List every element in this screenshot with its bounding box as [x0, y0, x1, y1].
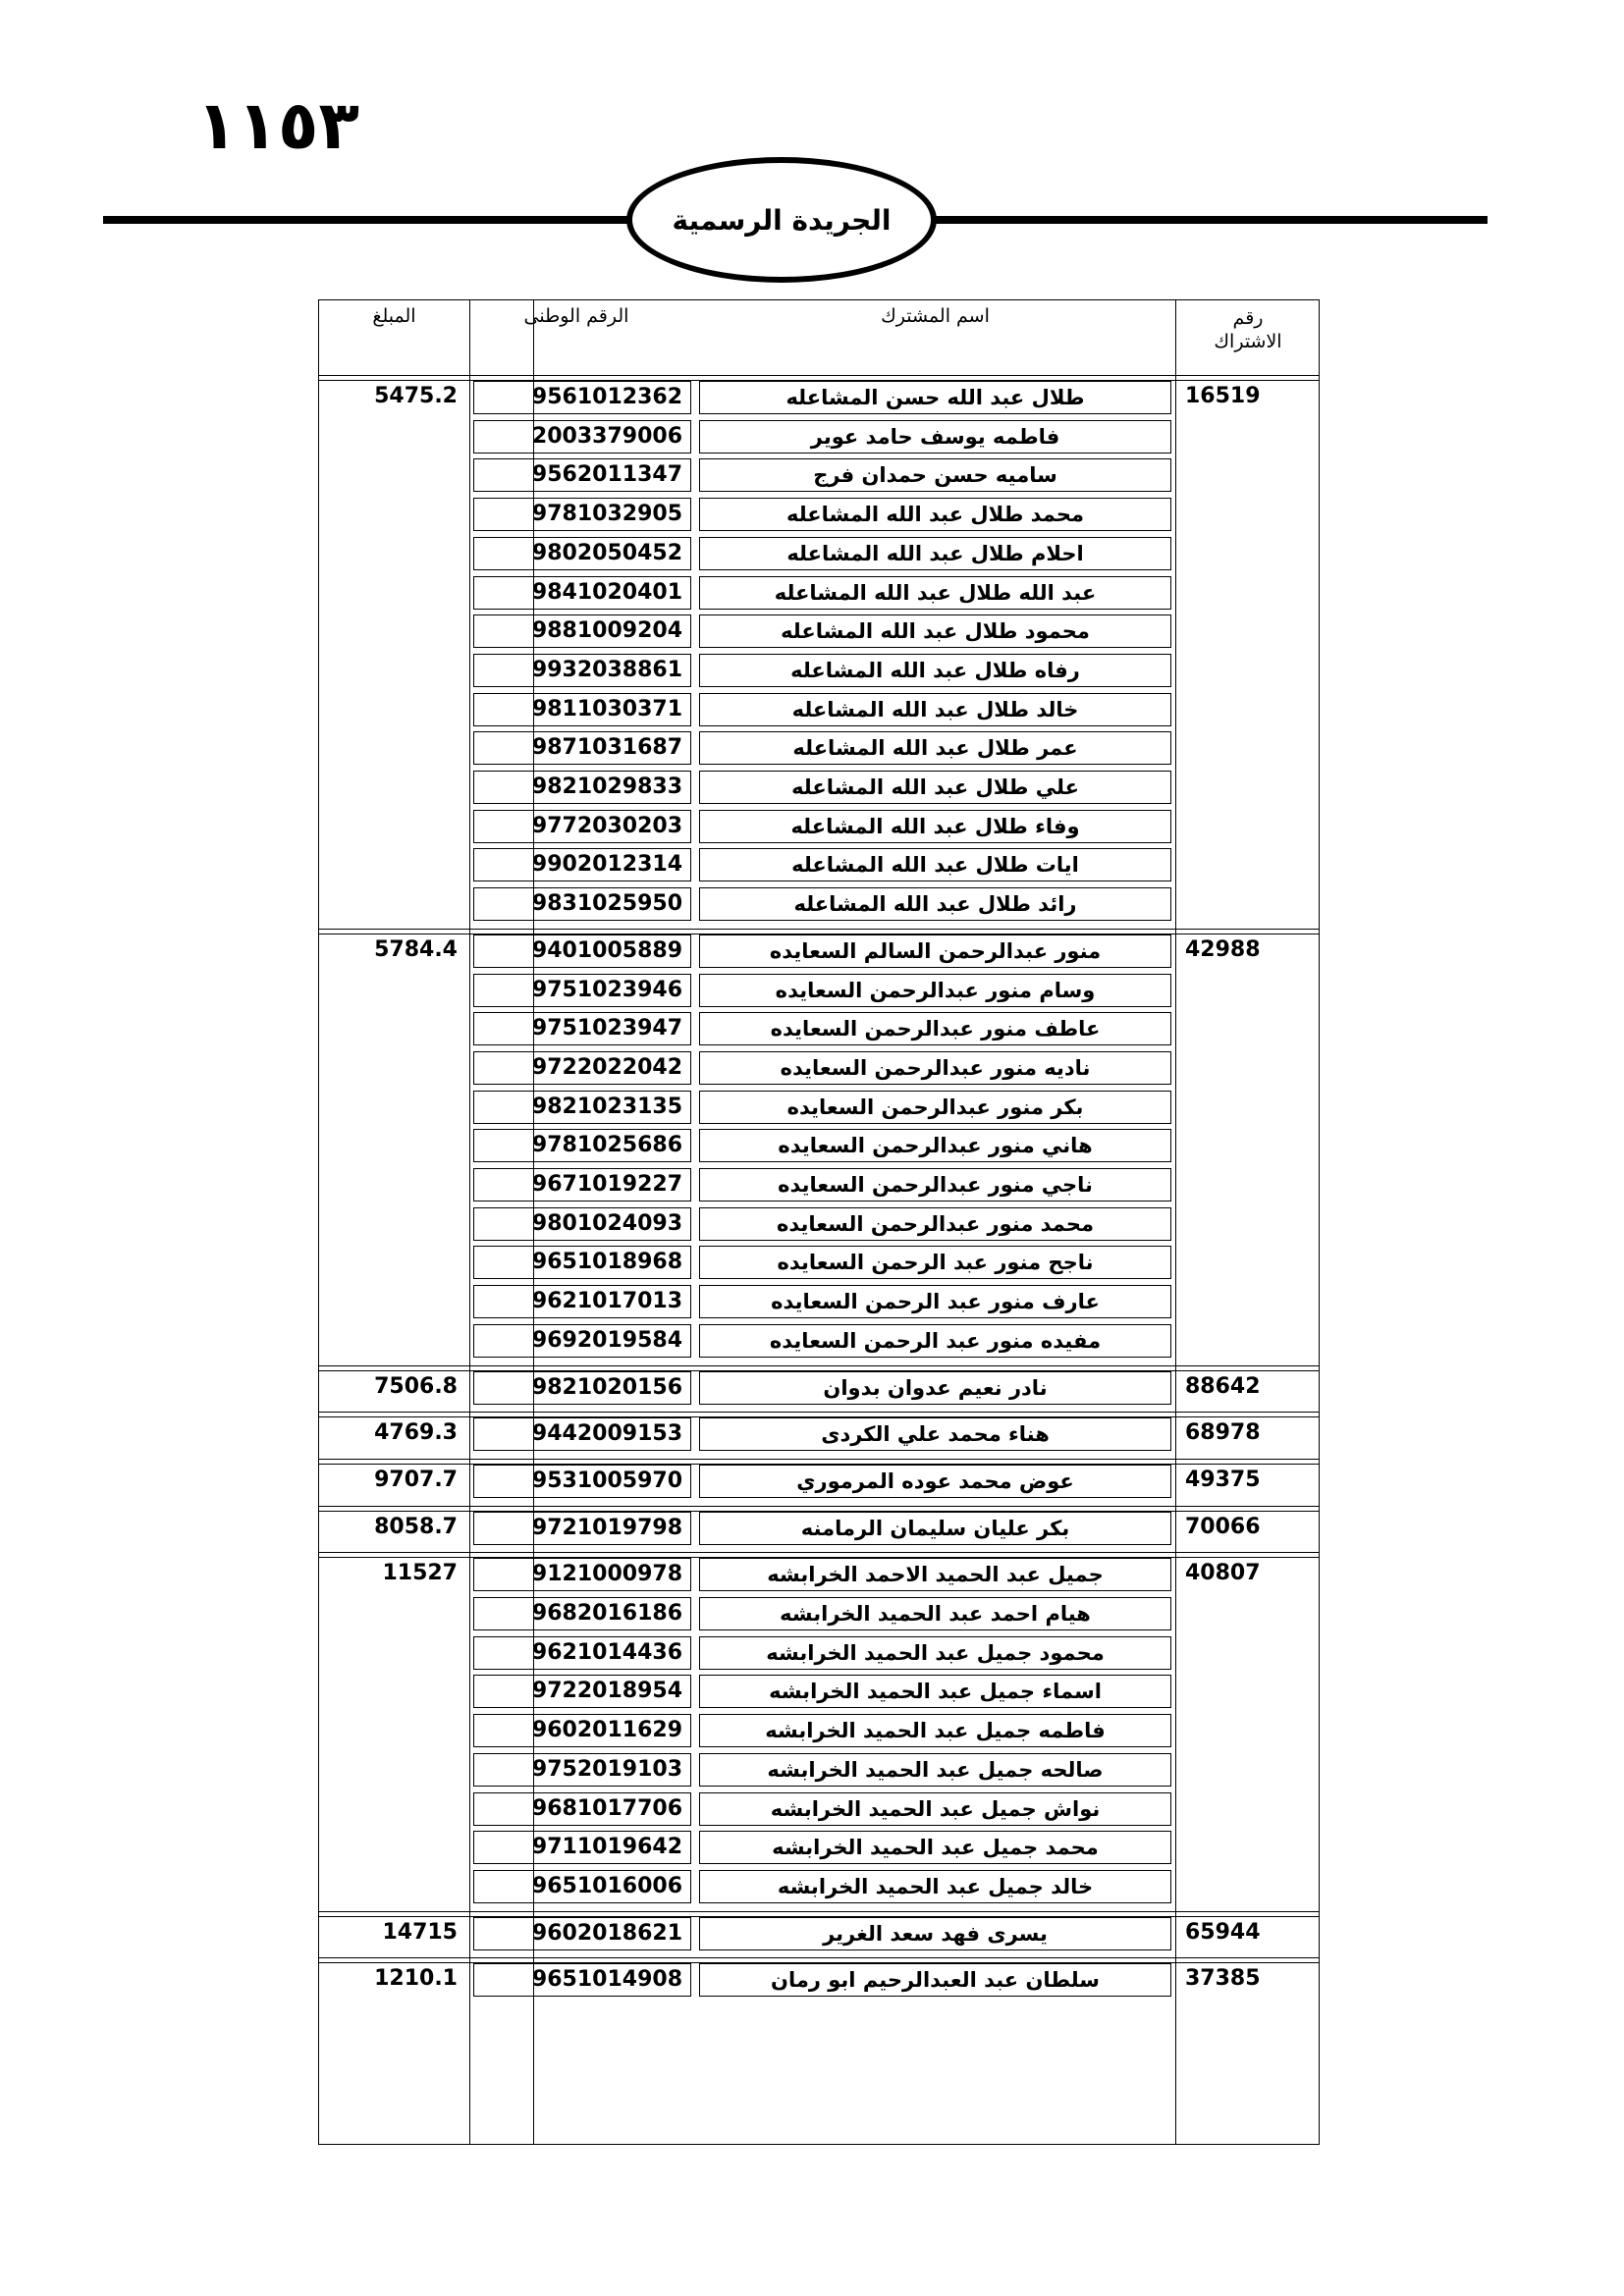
national-id-cell	[473, 1753, 691, 1787]
national-id: 9751023946	[531, 977, 682, 1002]
national-id: 9781032905	[531, 502, 682, 527]
group-separator	[319, 929, 1319, 934]
national-id: 9821020156	[531, 1374, 682, 1400]
amount-value: 14715	[382, 1919, 458, 1945]
subscriber-name-cell	[699, 614, 1171, 648]
national-id: 9811030371	[531, 696, 682, 721]
subscriber-name-cell	[699, 1168, 1171, 1201]
subscriber-name: محمود جميل عبد الحميد الخرابشه	[766, 1640, 1105, 1665]
amount-value: 8058.7	[374, 1514, 458, 1539]
group-separator	[319, 1459, 1319, 1465]
subscriber-name-cell	[699, 771, 1171, 804]
subscriber-name: هناء محمد علي الكردى	[821, 1422, 1050, 1447]
national-id: 9801024093	[531, 1210, 682, 1236]
national-id-cell	[473, 1012, 691, 1045]
subscriber-name: عارف منور عبد الرحمن السعايده	[771, 1290, 1100, 1314]
national-id: 9752019103	[531, 1756, 682, 1782]
amount-value: 5784.4	[374, 936, 458, 962]
national-id-cell	[473, 1246, 691, 1279]
national-id-cell	[473, 1285, 691, 1318]
national-id: 9721019798	[531, 1515, 682, 1540]
national-id-cell	[473, 1917, 691, 1950]
subscriber-name-cell	[699, 1597, 1171, 1630]
national-id-cell	[473, 654, 691, 687]
subscriber-name-cell	[699, 537, 1171, 570]
subscriber-name: منور عبدالرحمن السالم السعايده	[769, 938, 1102, 963]
national-id: 9621014436	[531, 1639, 682, 1665]
subscription-number: 49375	[1185, 1467, 1261, 1492]
subscribers-table	[318, 299, 1320, 2145]
subscriber-name: نواش جميل عبد الحميد الخرابشه	[770, 1796, 1101, 1821]
national-id-cell	[473, 1324, 691, 1358]
national-id-cell	[473, 1675, 691, 1708]
national-id-cell	[473, 614, 691, 648]
national-id-cell	[473, 381, 691, 414]
subscriber-name: ناجح منور عبد الرحمن السعايده	[777, 1251, 1094, 1275]
subscriber-name-cell	[699, 654, 1171, 687]
subscriber-name-cell	[699, 420, 1171, 454]
subscriber-name-cell	[699, 848, 1171, 881]
national-id: 9881009204	[531, 618, 682, 644]
subscriber-name-cell	[699, 1512, 1171, 1545]
national-id-cell	[473, 887, 691, 921]
subscriber-name: محمود طلال عبد الله المشاعله	[781, 619, 1090, 644]
subscriber-name: صالحه جميل عبد الحميد الخرابشه	[767, 1757, 1104, 1782]
national-id-cell	[473, 1129, 691, 1162]
header-amount: المبلغ	[372, 305, 416, 327]
header-subscriber-name: اسم المشترك	[881, 305, 990, 327]
subscriber-name: علي طلال عبد الله المشاعله	[791, 775, 1079, 799]
national-id: 9871031687	[531, 735, 682, 761]
subscriber-name-cell	[699, 381, 1171, 414]
national-id-cell	[473, 1558, 691, 1591]
national-id-cell	[473, 576, 691, 610]
national-id: 9442009153	[531, 1421, 682, 1447]
national-id: 9682016186	[531, 1601, 682, 1626]
national-id: 9932038861	[531, 657, 682, 682]
national-id-cell	[473, 1371, 691, 1405]
subscriber-name: خالد جميل عبد الحميد الخرابشه	[777, 1874, 1094, 1898]
national-id-cell	[473, 1714, 691, 1747]
subscriber-name-cell	[699, 1636, 1171, 1670]
national-id-cell	[473, 731, 691, 765]
subscription-number: 42988	[1185, 936, 1261, 962]
national-id-cell	[473, 1870, 691, 1903]
amount-value: 11527	[382, 1561, 458, 1586]
subscriber-name-cell	[699, 810, 1171, 843]
group-separator	[319, 1506, 1319, 1512]
subscriber-name: هاني منور عبدالرحمن السعايده	[778, 1134, 1093, 1158]
national-id: 9802050452	[531, 540, 682, 565]
subscriber-name-cell	[699, 731, 1171, 765]
subscriber-name-cell	[699, 693, 1171, 726]
subscriber-name: فاطمه يوسف حامد عوير	[810, 424, 1060, 449]
subscriber-name-cell	[699, 576, 1171, 610]
national-id-cell	[473, 848, 691, 881]
national-id: 9651016006	[531, 1873, 682, 1898]
subscriber-name: مفيده منور عبد الرحمن السعايده	[769, 1328, 1102, 1353]
national-id: 9651018968	[531, 1250, 682, 1275]
subscription-number: 40807	[1185, 1561, 1261, 1586]
header-subscription-no-line2: الاشتراك	[1214, 331, 1282, 352]
national-id: 9562011347	[531, 462, 682, 488]
national-id: 9781025686	[531, 1133, 682, 1158]
amount-value: 1210.1	[374, 1966, 458, 1992]
national-id-cell	[473, 1051, 691, 1085]
national-id-cell	[473, 458, 691, 492]
subscriber-name-cell	[699, 1091, 1171, 1124]
subscriber-name: فاطمه جميل عبد الحميد الخرابشه	[765, 1719, 1106, 1743]
national-id-cell	[473, 1792, 691, 1826]
subscriber-name-cell	[699, 1675, 1171, 1708]
subscriber-name: وسام منور عبدالرحمن السعايده	[775, 978, 1096, 1002]
subscriber-name: بكر عليان سليمان الرمامنه	[800, 1516, 1070, 1540]
subscriber-name: وفاء طلال عبد الله المشاعله	[790, 814, 1080, 838]
national-id-cell	[473, 1963, 691, 1997]
group-separator	[319, 375, 1319, 381]
subscriber-name: ايات طلال عبد الله المشاعله	[791, 853, 1079, 878]
subscriber-name-cell	[699, 974, 1171, 1007]
subscriber-name-cell	[699, 1129, 1171, 1162]
national-id-cell	[473, 1831, 691, 1864]
column-divider	[469, 300, 470, 2144]
national-id: 9772030203	[531, 813, 682, 838]
national-id-cell	[473, 1465, 691, 1498]
group-separator	[319, 1957, 1319, 1963]
subscriber-name-cell	[699, 1417, 1171, 1451]
subscriber-name-cell	[699, 1285, 1171, 1318]
subscriber-name: يسرى فهد سعد الغرير	[823, 1921, 1048, 1946]
national-id: 9531005970	[531, 1468, 682, 1493]
subscriber-name: عبد الله طلال عبد الله المشاعله	[774, 580, 1097, 605]
subscriber-name: محمد منور عبدالرحمن السعايده	[776, 1211, 1095, 1236]
national-id: 2003379006	[531, 423, 682, 449]
subscriber-name-cell	[699, 1012, 1171, 1045]
group-separator	[319, 1911, 1319, 1917]
subscriber-name-cell	[699, 498, 1171, 531]
amount-value: 4769.3	[374, 1420, 458, 1446]
national-id-cell	[473, 498, 691, 531]
column-divider	[1175, 300, 1176, 2144]
national-id: 9751023947	[531, 1016, 682, 1041]
subscriber-name: احلام طلال عبد الله المشاعله	[786, 541, 1084, 565]
national-id-cell	[473, 420, 691, 454]
subscriber-name: جميل عبد الحميد الاحمد الخرابشه	[767, 1563, 1104, 1587]
national-id: 9602018621	[531, 1920, 682, 1946]
national-id: 9692019584	[531, 1327, 682, 1353]
subscription-number: 68978	[1185, 1420, 1261, 1446]
page-number: ١١٥٣	[196, 87, 360, 165]
subscriber-name: عاطف منور عبدالرحمن السعايده	[770, 1017, 1101, 1041]
subscriber-name-cell	[699, 1051, 1171, 1085]
subscriber-name: محمد طلال عبد الله المشاعله	[785, 503, 1085, 527]
subscriber-name: ناديه منور عبدالرحمن السعايده	[780, 1055, 1091, 1080]
subscriber-name-cell	[699, 1753, 1171, 1787]
national-id-cell	[473, 1597, 691, 1630]
national-id-cell	[473, 1091, 691, 1124]
header-subscription-no	[1175, 306, 1321, 353]
subscriber-name-cell	[699, 1831, 1171, 1864]
subscriber-name: محمد جميل عبد الحميد الخرابشه	[772, 1836, 1099, 1860]
national-id: 9621017013	[531, 1289, 682, 1314]
national-id-cell	[473, 1417, 691, 1451]
subscriber-name-cell	[699, 1371, 1171, 1405]
national-id: 9722018954	[531, 1679, 682, 1704]
subscriber-name: سلطان عبد العبدالرحيم ابو رمان	[771, 1968, 1100, 1993]
subscriber-name-cell	[699, 1963, 1171, 1997]
national-id-cell	[473, 537, 691, 570]
subscriber-name: بكر منور عبدالرحمن السعايده	[786, 1095, 1084, 1119]
subscriber-name-cell	[699, 1324, 1171, 1358]
header-subscription-no-line1: رقم	[1232, 307, 1264, 329]
subscriber-name-cell	[699, 1465, 1171, 1498]
national-id: 9561012362	[531, 385, 682, 409]
national-id: 9711019642	[531, 1835, 682, 1860]
subscriber-name-cell	[699, 1917, 1171, 1950]
national-id: 9722022042	[531, 1054, 682, 1080]
subscriber-name: اسماء جميل عبد الحميد الخرابشه	[769, 1680, 1102, 1704]
subscription-number: 16519	[1185, 384, 1261, 408]
national-id-cell	[473, 1636, 691, 1670]
subscriber-name-cell	[699, 1246, 1171, 1279]
subscriber-name: طلال عبد الله حسن المشاعله	[785, 386, 1085, 409]
subscriber-name-cell	[699, 1792, 1171, 1826]
group-separator	[319, 1412, 1319, 1417]
subscription-number: 65944	[1185, 1919, 1261, 1945]
subscriber-name-cell	[699, 934, 1171, 968]
subscriber-name: هيام احمد عبد الحميد الخرابشه	[780, 1602, 1091, 1626]
group-separator	[319, 1365, 1319, 1371]
national-id: 9821029833	[531, 774, 682, 799]
national-id: 9902012314	[531, 852, 682, 878]
subscriber-name: عوض محمد عوده المرموري	[796, 1468, 1074, 1493]
amount-value: 9707.7	[374, 1467, 458, 1492]
national-id: 9602011629	[531, 1718, 682, 1743]
gazette-title: الجريدة الرسمية	[672, 203, 892, 237]
subscriber-name: رفاه طلال عبد الله المشاعله	[790, 658, 1080, 682]
subscriber-name: ساميه حسن حمدان فرج	[813, 463, 1057, 488]
subscriber-name: ناجي منور عبدالرحمن السعايده	[778, 1173, 1093, 1197]
national-id-cell	[473, 1207, 691, 1241]
header-oval	[626, 157, 937, 283]
national-id-cell	[473, 934, 691, 968]
subscriber-name: عمر طلال عبد الله المشاعله	[792, 736, 1078, 761]
group-separator	[319, 1552, 1319, 1558]
national-id: 9821023135	[531, 1094, 682, 1119]
subscriber-name-cell	[699, 458, 1171, 492]
subscriber-name-cell	[699, 887, 1171, 921]
national-id: 9681017706	[531, 1795, 682, 1821]
subscriber-name-cell	[699, 1207, 1171, 1241]
subscription-number: 88642	[1185, 1373, 1261, 1399]
national-id: 9401005889	[531, 937, 682, 963]
national-id: 9831025950	[531, 891, 682, 917]
national-id-cell	[473, 810, 691, 843]
national-id-cell	[473, 693, 691, 726]
subscriber-name-cell	[699, 1714, 1171, 1747]
subscriber-name-cell	[699, 1870, 1171, 1903]
amount-value: 5475.2	[374, 384, 458, 408]
subscriber-name: خالد طلال عبد الله المشاعله	[791, 697, 1079, 721]
subscription-number: 70066	[1185, 1514, 1261, 1539]
header-national-id: الرقم الوطنى	[523, 305, 629, 327]
subscriber-name: رائد طلال عبد الله المشاعله	[793, 892, 1077, 917]
national-id-cell	[473, 771, 691, 804]
national-id: 9651014908	[531, 1967, 682, 1993]
national-id: 9841020401	[531, 579, 682, 605]
subscriber-name-cell	[699, 1558, 1171, 1591]
national-id-cell	[473, 1168, 691, 1201]
national-id-cell	[473, 974, 691, 1007]
national-id: 9671019227	[531, 1172, 682, 1197]
subscriber-name: نادر نعيم عدوان بدوان	[823, 1375, 1048, 1400]
subscription-number: 37385	[1185, 1966, 1261, 1992]
national-id: 9121000978	[531, 1562, 682, 1587]
national-id-cell	[473, 1512, 691, 1545]
amount-value: 7506.8	[374, 1373, 458, 1399]
